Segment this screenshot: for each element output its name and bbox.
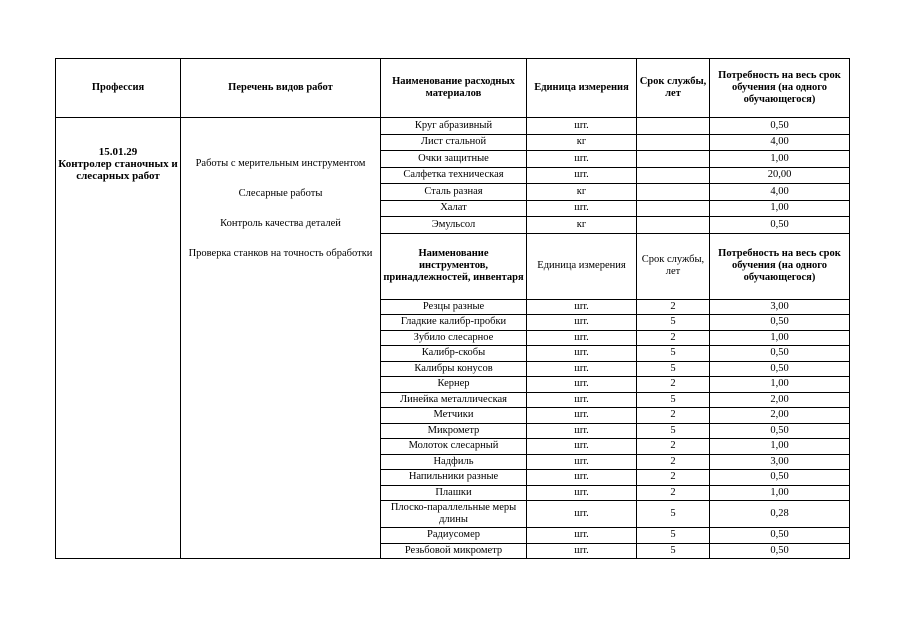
tool-life: 2 — [637, 439, 710, 455]
tool-unit: шт. — [527, 408, 637, 424]
tool-need: 1,00 — [710, 330, 850, 346]
tool-unit: шт. — [527, 346, 637, 362]
profession-name: Контролер станочных и слесарных работ — [58, 158, 178, 182]
tool-name: Зубило слесарное — [381, 330, 527, 346]
table-row — [56, 118, 850, 135]
tool-life: 5 — [637, 501, 710, 528]
material-name: Эмульсол — [381, 217, 527, 234]
profession-code: 15.01.29 — [98, 146, 138, 158]
tool-life: 5 — [637, 423, 710, 439]
tool-unit: шт. — [527, 392, 637, 408]
tool-name: Резцы разные — [381, 299, 527, 315]
tool-need: 0,50 — [710, 361, 850, 377]
tools-header-name: Наименование инструментов, принадлежностей, инвентаря — [381, 233, 527, 299]
tool-life: 5 — [637, 361, 710, 377]
material-life — [637, 184, 710, 201]
material-need: 4,00 — [710, 134, 850, 151]
material-name: Салфетка техническая — [381, 167, 527, 184]
tool-need: 2,00 — [710, 408, 850, 424]
tool-need: 0,50 — [710, 470, 850, 486]
tool-unit: шт. — [527, 299, 637, 315]
tool-unit: шт. — [527, 528, 637, 544]
material-unit: шт. — [527, 167, 637, 184]
material-life — [637, 217, 710, 234]
tool-name: Резьбовой микрометр — [381, 543, 527, 559]
tool-name: Гладкие калибр-пробки — [381, 315, 527, 331]
tool-unit: шт. — [527, 470, 637, 486]
work-item: Проверка станков на точность обработки — [188, 248, 373, 259]
tool-life: 2 — [637, 454, 710, 470]
header-unit: Единица измерения — [527, 59, 637, 118]
material-name: Лист стальной — [381, 134, 527, 151]
tool-need: 1,00 — [710, 439, 850, 455]
tool-life: 2 — [637, 408, 710, 424]
material-unit: шт. — [527, 200, 637, 217]
tool-name: Радиусомер — [381, 528, 527, 544]
tool-life: 5 — [637, 528, 710, 544]
tool-life: 2 — [637, 299, 710, 315]
material-unit: кг — [527, 134, 637, 151]
work-item: Слесарные работы — [238, 188, 323, 199]
tool-unit: шт. — [527, 423, 637, 439]
material-life — [637, 118, 710, 135]
material-need: 20,00 — [710, 167, 850, 184]
tool-life: 2 — [637, 330, 710, 346]
material-life — [637, 134, 710, 151]
tool-life: 5 — [637, 392, 710, 408]
material-need: 0,50 — [710, 217, 850, 234]
material-life — [637, 200, 710, 217]
tool-name: Кернер — [381, 377, 527, 393]
tool-name: Молоток слесарный — [381, 439, 527, 455]
material-name: Халат — [381, 200, 527, 217]
tool-name: Напильники разные — [381, 470, 527, 486]
tool-need: 1,00 — [710, 485, 850, 501]
material-unit: кг — [527, 217, 637, 234]
tool-unit: шт. — [527, 485, 637, 501]
profession-cell — [56, 118, 181, 559]
tool-name: Калибр-скобы — [381, 346, 527, 362]
tool-name: Плоско-параллельные меры длины — [381, 501, 527, 528]
material-unit: кг — [527, 184, 637, 201]
table-header-row — [56, 59, 850, 118]
material-life — [637, 167, 710, 184]
tool-need: 0,50 — [710, 315, 850, 331]
material-need: 4,00 — [710, 184, 850, 201]
header-materials-name: Наименование расходных материалов — [381, 59, 527, 118]
tool-unit: шт. — [527, 439, 637, 455]
material-need: 1,00 — [710, 200, 850, 217]
tool-name: Метчики — [381, 408, 527, 424]
header-need: Потребность на весь срок обучения (на одного обучающегося) — [710, 59, 850, 118]
material-unit: шт. — [527, 118, 637, 135]
work-item: Контроль качества деталей — [220, 218, 341, 229]
tool-need: 0,50 — [710, 423, 850, 439]
material-need: 1,00 — [710, 151, 850, 168]
tool-name: Надфиль — [381, 454, 527, 470]
material-name: Круг абразивный — [381, 118, 527, 135]
work-item: Работы с мерительным инструментом — [195, 158, 366, 169]
tool-need: 3,00 — [710, 454, 850, 470]
tool-life: 5 — [637, 346, 710, 362]
tool-unit: шт. — [527, 543, 637, 559]
tool-life: 5 — [637, 315, 710, 331]
material-unit: шт. — [527, 151, 637, 168]
tool-need: 0,28 — [710, 501, 850, 528]
tool-need: 0,50 — [710, 528, 850, 544]
header-works: Перечень видов работ — [181, 59, 381, 118]
tool-life: 2 — [637, 377, 710, 393]
tool-unit: шт. — [527, 454, 637, 470]
tool-need: 0,50 — [710, 346, 850, 362]
material-name: Очки защитные — [381, 151, 527, 168]
tool-need: 0,50 — [710, 543, 850, 559]
tool-name: Плашки — [381, 485, 527, 501]
tool-name: Линейка металлическая — [381, 392, 527, 408]
tool-life: 5 — [637, 543, 710, 559]
material-need: 0,50 — [710, 118, 850, 135]
tool-name: Калибры конусов — [381, 361, 527, 377]
tool-unit: шт. — [527, 501, 637, 528]
tools-header-unit: Единица измерения — [527, 233, 637, 299]
works-cell — [181, 118, 381, 559]
tools-header-life: Срок службы, лет — [637, 233, 710, 299]
materials-table — [55, 58, 850, 559]
material-name: Сталь разная — [381, 184, 527, 201]
tool-unit: шт. — [527, 330, 637, 346]
tool-unit: шт. — [527, 315, 637, 331]
tool-life: 2 — [637, 485, 710, 501]
material-life — [637, 151, 710, 168]
tool-name: Микрометр — [381, 423, 527, 439]
tool-unit: шт. — [527, 377, 637, 393]
header-profession: Профессия — [56, 59, 181, 118]
tool-unit: шт. — [527, 361, 637, 377]
tool-need: 1,00 — [710, 377, 850, 393]
header-service-life: Срок службы, лет — [637, 59, 710, 118]
tool-need: 3,00 — [710, 299, 850, 315]
tool-need: 2,00 — [710, 392, 850, 408]
tools-header-need: Потребность на весь срок обучения (на одного обучающегося) — [710, 233, 850, 299]
tool-life: 2 — [637, 470, 710, 486]
